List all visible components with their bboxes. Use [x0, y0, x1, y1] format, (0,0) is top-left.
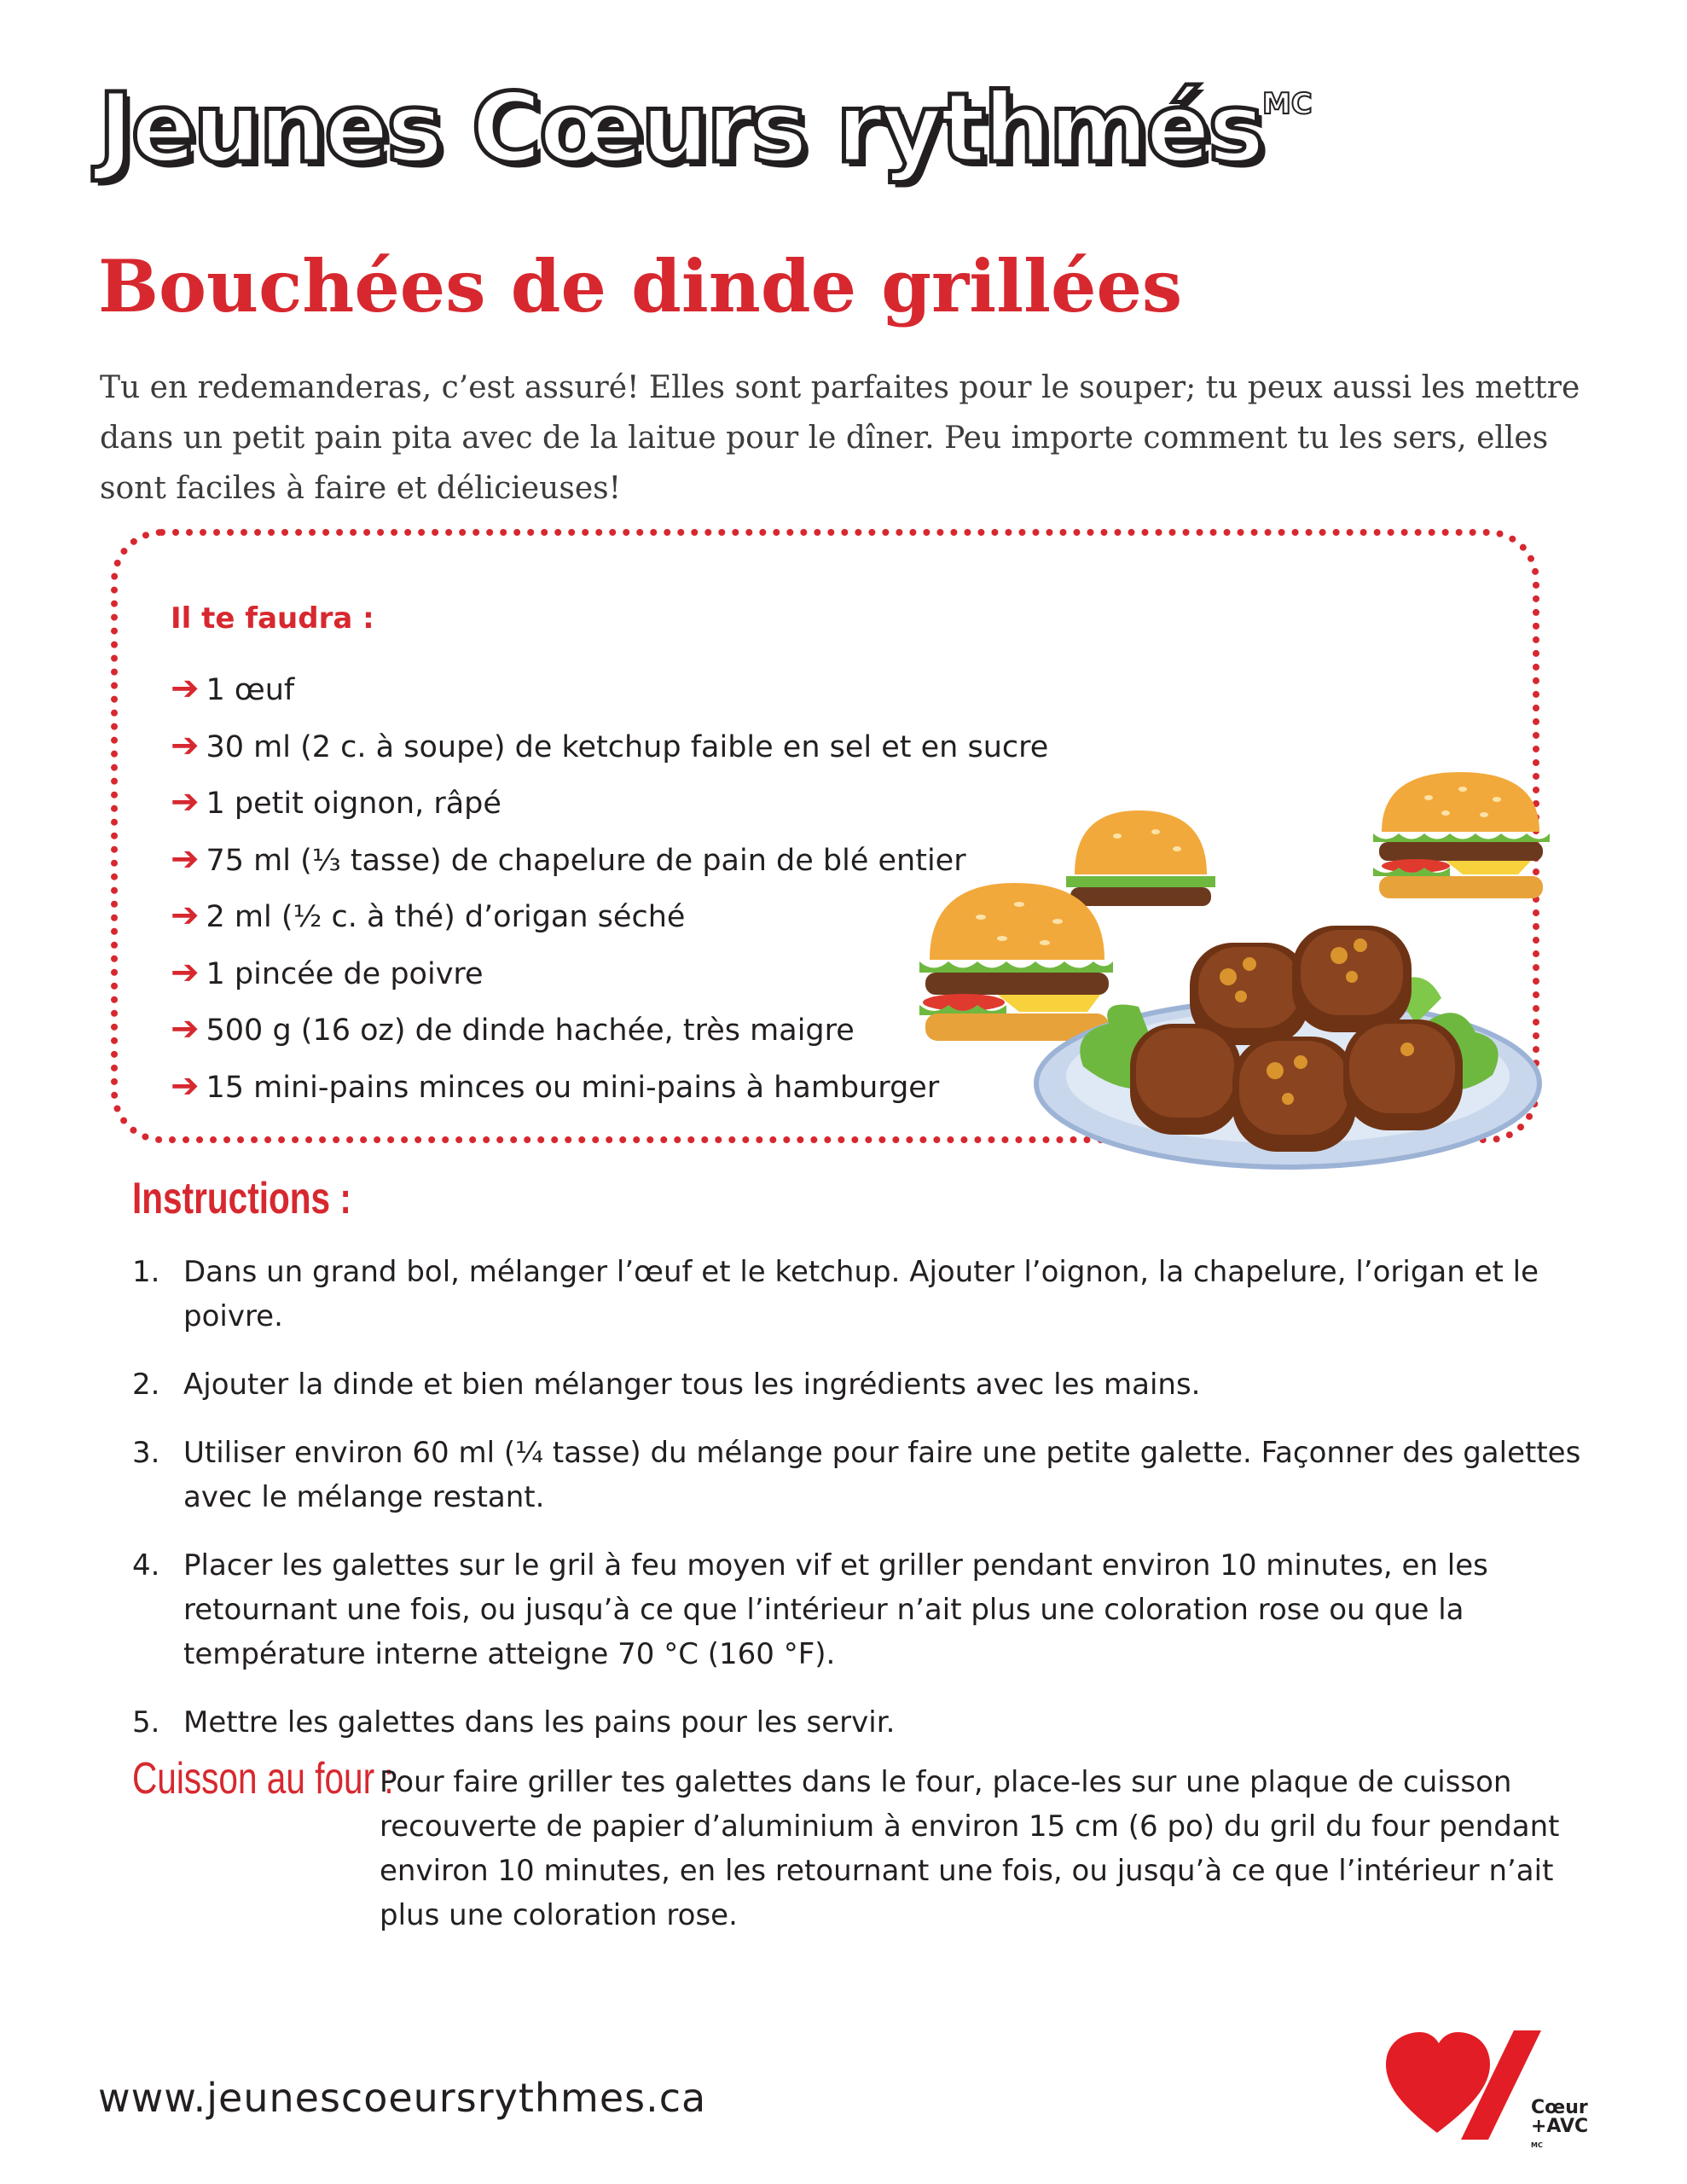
step-number: 2.: [132, 1368, 160, 1402]
ingredient-text: 1 petit oignon, râpé: [206, 787, 501, 821]
turkey-bites-illustration: [913, 742, 1552, 1220]
ingredient-text: 30 ml (2 c. à soupe) de ketchup faible en sel et en sucre: [206, 729, 1049, 764]
step-number: 3.: [132, 1436, 160, 1470]
right-arrow-icon: ➔: [171, 952, 200, 992]
step-number: 1.: [132, 1255, 160, 1289]
logo-trademark: MC: [1531, 2141, 1543, 2149]
right-arrow-icon: ➔: [171, 669, 200, 708]
step-text: Utiliser environ 60 ml (¼ tasse) du mélange pour faire une petite galette. Façonner des galettes avec le mélange restant.: [183, 1436, 1581, 1514]
step-number: 5.: [132, 1705, 160, 1740]
ingredient-text: 500 g (16 oz) de dinde hachée, très maigre: [206, 1014, 855, 1048]
recipe-title: Bouchées de dinde grillées: [98, 244, 1183, 328]
turkey-bite: [1130, 1024, 1241, 1135]
ingredient-text: 1 pincée de poivre: [206, 956, 484, 991]
instruction-step: [132, 1431, 1599, 1519]
step-text: Mettre les galettes dans les pains pour les servir.: [183, 1705, 896, 1740]
burger-illustration-back: [1066, 810, 1215, 906]
ingredient-text: 1 œuf: [206, 673, 295, 707]
logo-line-1: Cœur: [1531, 2097, 1588, 2118]
right-arrow-icon: ➔: [171, 896, 200, 935]
brand-title: [98, 73, 1313, 184]
brand-trademark: MC: [1261, 87, 1313, 121]
step-text: Placer les galettes sur le gril à feu moyen vif et griller pendant environ 10 minutes, en les retournant une fois, ou jusqu’à ce que l’intérieur n’ait plus une coloration rose ou que la température interne atteigne 70 °C (160 °F).: [183, 1548, 1488, 1671]
website-link[interactable]: www.jeunescoeursrythmes.ca: [98, 2075, 707, 2121]
instructions-list: [132, 1250, 1599, 1769]
recipe-intro: Tu en redemanderas, c’est assuré! Elles sont parfaites pour le souper; tu peux aussi les mettre dans un petit pain pita avec de la laitue pour le dîner. Peu importe comment tu les sers, elles sont faciles à faire et délicieuses!: [100, 370, 1580, 506]
brand-name: Jeunes Cœurs rythmés: [98, 73, 1262, 184]
right-arrow-icon: ➔: [171, 1009, 200, 1048]
logo-wordmark: [1531, 2099, 1588, 2158]
right-arrow-icon: ➔: [171, 725, 200, 765]
oven-heading: Cuisson au four :: [132, 1754, 394, 1804]
ingredient-text: 2 ml (½ c. à thé) d’origan séché: [206, 900, 686, 934]
ingredient-text: 15 mini-pains minces ou mini-pains à hamburger: [206, 1070, 940, 1105]
instructions-heading: Instructions :: [132, 1174, 351, 1223]
instruction-step: [132, 1250, 1599, 1339]
oven-text: Pour faire griller tes galettes dans le four, place-les sur une plaque de cuisson recouverte de papier d’aluminium à environ 15 cm (6 po) du gril du four pendant environ 10 minutes, en les retournant une fois, ou jusqu’à ce que l’intérieur n’ait plus une coloration rose.: [380, 1765, 1560, 1932]
logo-line-2: +AVC $^{MC}$: [1531, 2116, 1589, 2149]
instruction-step: [132, 1700, 1599, 1745]
turkey-bite: [1343, 1019, 1463, 1130]
burger-illustration-left: [919, 883, 1113, 1041]
turkey-bite: [1232, 1037, 1356, 1152]
ingredient-item: [171, 661, 1048, 718]
right-arrow-icon: ➔: [171, 782, 200, 822]
turkey-bite: [1292, 926, 1412, 1032]
instruction-step: [132, 1362, 1599, 1407]
instruction-step: [132, 1543, 1599, 1676]
step-number: 4.: [132, 1548, 160, 1583]
step-text: Ajouter la dinde et bien mélanger tous les ingrédients avec les mains.: [183, 1368, 1201, 1402]
ingredient-text: 75 ml (⅓ tasse) de chapelure de pain de blé entier: [206, 843, 966, 878]
step-text: Dans un grand bol, mélanger l’œuf et le ketchup. Ajouter l’oignon, la chapelure, l’origan et le poivre.: [183, 1255, 1539, 1333]
right-arrow-icon: ➔: [171, 1066, 200, 1106]
ingredients-heading: Il te faudra :: [171, 601, 374, 636]
right-arrow-icon: ➔: [171, 839, 200, 879]
